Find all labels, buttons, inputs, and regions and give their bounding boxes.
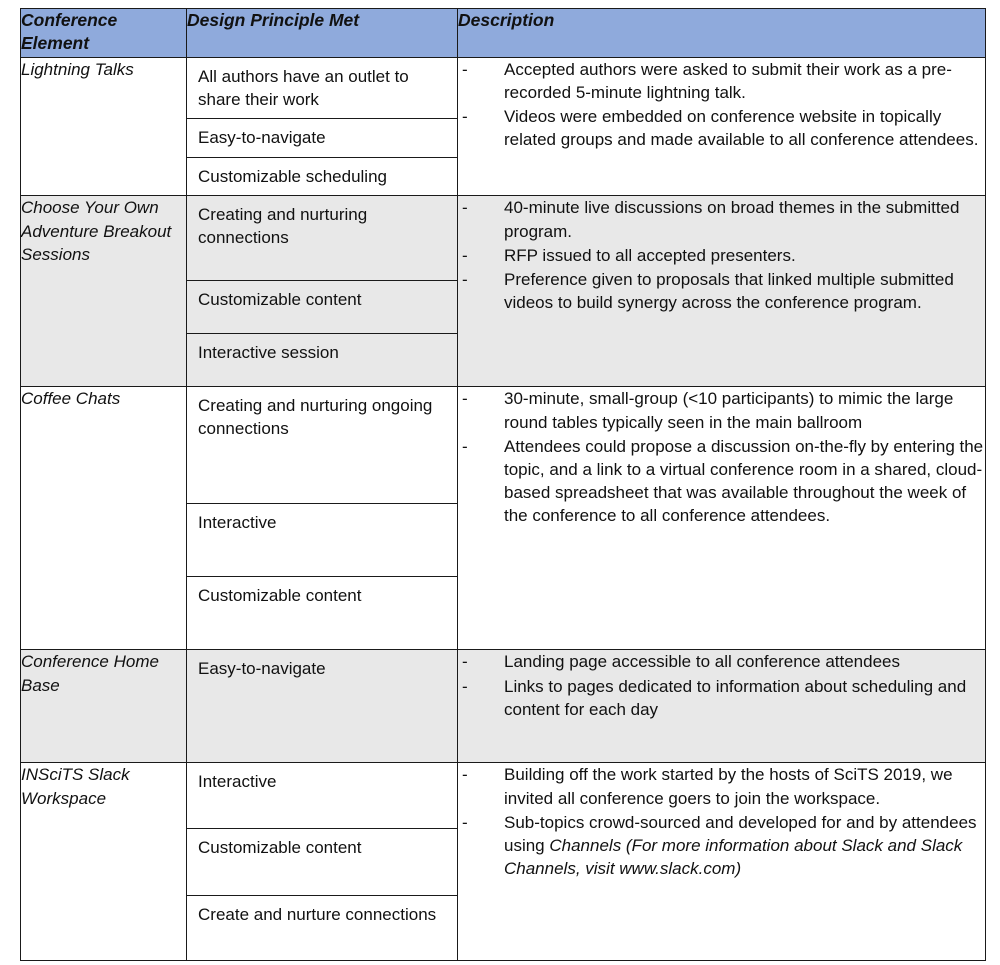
table-row: [21, 58, 986, 196]
design-principle-item: Customizable scheduling: [187, 157, 457, 195]
header-row: [21, 9, 986, 58]
description-list-item: [458, 435, 985, 527]
dash-bullet-icon: -: [462, 60, 468, 79]
design-principle-item: Creating and nurturing connections: [187, 196, 457, 280]
table-row: [21, 196, 986, 387]
description-list-item: [458, 105, 985, 151]
design-principle-row: [187, 334, 457, 387]
table-row: [21, 387, 986, 650]
description-text: Building off the work started by the hosts of SciTS 2019, we invited all conference goers to join the workspace.: [504, 765, 953, 808]
design-principle-row: [187, 157, 457, 195]
cell-design-principles: [187, 58, 458, 196]
description-list-item: [458, 196, 985, 242]
design-principle-item: Interactive: [187, 763, 457, 828]
description-text: Videos were embedded on conference website in topically related groups and made available to all conference attendees.: [504, 107, 979, 150]
design-principle-item: Create and nurture connections: [187, 895, 457, 960]
dash-bullet-icon: -: [462, 676, 468, 696]
design-principle-row: [187, 196, 457, 280]
design-principle-row: [187, 280, 457, 333]
description-text: [504, 813, 977, 878]
dash-bullet-icon: -: [462, 652, 468, 672]
description-text-italic: Channels (For more information about Slack and Slack Channels, visit www.slack.com): [504, 835, 963, 878]
design-principle-item: Customizable content: [187, 577, 457, 650]
dash-bullet-icon: -: [462, 269, 468, 289]
design-principle-subtable: [187, 763, 457, 960]
description-list: [458, 387, 985, 527]
design-principle-subtable: [187, 58, 457, 195]
cell-design-principles: [187, 650, 458, 763]
design-principle-item: Easy-to-navigate: [187, 650, 457, 762]
description-text: 30-minute, small-group (<10 participants) to mimic the large round tables typically seen in the main ballroom: [504, 389, 954, 432]
description-list-item: [458, 650, 985, 673]
dash-bullet-icon: -: [462, 389, 468, 409]
dash-bullet-icon: -: [462, 198, 468, 218]
cell-description: [458, 196, 986, 387]
description-list-item: [458, 58, 985, 104]
description-list-item: [458, 811, 985, 880]
dash-bullet-icon: -: [462, 107, 468, 127]
design-principle-row: [187, 763, 457, 828]
dash-bullet-icon: -: [462, 812, 468, 832]
conference-design-principles-table: [20, 8, 986, 961]
description-list: [458, 58, 985, 151]
table-header: [21, 9, 986, 58]
design-principle-row: [187, 387, 457, 503]
design-principle-row: [187, 58, 457, 119]
table-container: [20, 8, 985, 961]
cell-description: [458, 650, 986, 763]
description-list-item: [458, 675, 985, 721]
cell-conference-element: Coffee Chats: [21, 387, 187, 650]
design-principle-subtable: [187, 196, 457, 386]
description-text: RFP issued to all accepted presenters.: [504, 245, 796, 265]
description-list-item: [458, 268, 985, 314]
cell-design-principles: [187, 387, 458, 650]
description-text: Attendees could propose a discussion on-the-fly by entering the topic, and a link to a virtual conference room in a shared, cloud-based spreadsheet that was available throughout the week of the conference to all conference attendees.: [504, 436, 984, 525]
cell-design-principles: [187, 763, 458, 961]
column-header-design-principle-met: Design Principle Met: [187, 9, 458, 58]
design-principle-row: [187, 650, 457, 762]
design-principle-subtable: [187, 387, 457, 649]
dash-bullet-icon: -: [462, 436, 468, 456]
design-principle-item: Creating and nurturing ongoing connections: [187, 387, 457, 503]
design-principle-item: Interactive session: [187, 334, 457, 387]
design-principle-row: [187, 829, 457, 895]
description-list-item: [458, 387, 985, 433]
description-text: Links to pages dedicated to information about scheduling and content for each day: [504, 676, 967, 719]
description-list-item: [458, 244, 985, 267]
table-row: [21, 650, 986, 763]
design-principle-item: Interactive: [187, 503, 457, 577]
description-list: [458, 196, 985, 314]
cell-conference-element: Conference Home Base: [21, 650, 187, 763]
dash-bullet-icon: -: [462, 245, 468, 265]
cell-description: [458, 763, 986, 961]
design-principle-row: [187, 577, 457, 650]
description-text-plain: Sub-topics crowd-sourced and developed for and by attendees using: [504, 812, 977, 855]
description-text: Landing page accessible to all conference attendees: [504, 652, 901, 672]
design-principle-row: [187, 119, 457, 158]
dash-bullet-icon: -: [462, 765, 468, 785]
design-principle-item: Customizable content: [187, 280, 457, 333]
cell-design-principles: [187, 196, 458, 387]
column-header-conference-element: Conference Element: [21, 9, 187, 58]
description-text: Preference given to proposals that linked multiple submitted videos to build synergy across the conference program.: [504, 269, 954, 312]
description-list-item: [458, 763, 985, 809]
cell-conference-element: Lightning Talks: [21, 58, 187, 196]
design-principle-row: [187, 895, 457, 960]
design-principle-item: Easy-to-navigate: [187, 119, 457, 158]
cell-conference-element: INSciTS Slack Workspace: [21, 763, 187, 961]
design-principle-item: All authors have an outlet to share their work: [187, 58, 457, 119]
design-principle-row: [187, 503, 457, 577]
description-text: Accepted authors were asked to submit their work as a pre-recorded 5-minute lightning talk.: [504, 60, 952, 103]
description-list: [458, 650, 985, 720]
description-text: 40-minute live discussions on broad themes in the submitted program.: [504, 198, 960, 241]
table-body: [21, 58, 986, 961]
cell-description: [458, 58, 986, 196]
design-principle-item: Customizable content: [187, 829, 457, 895]
design-principle-subtable: [187, 650, 457, 762]
table-row: [21, 763, 986, 961]
cell-conference-element: Choose Your Own Adventure Breakout Sessions: [21, 196, 187, 387]
description-list: [458, 763, 985, 880]
cell-description: [458, 387, 986, 650]
column-header-description: Description: [458, 9, 986, 58]
